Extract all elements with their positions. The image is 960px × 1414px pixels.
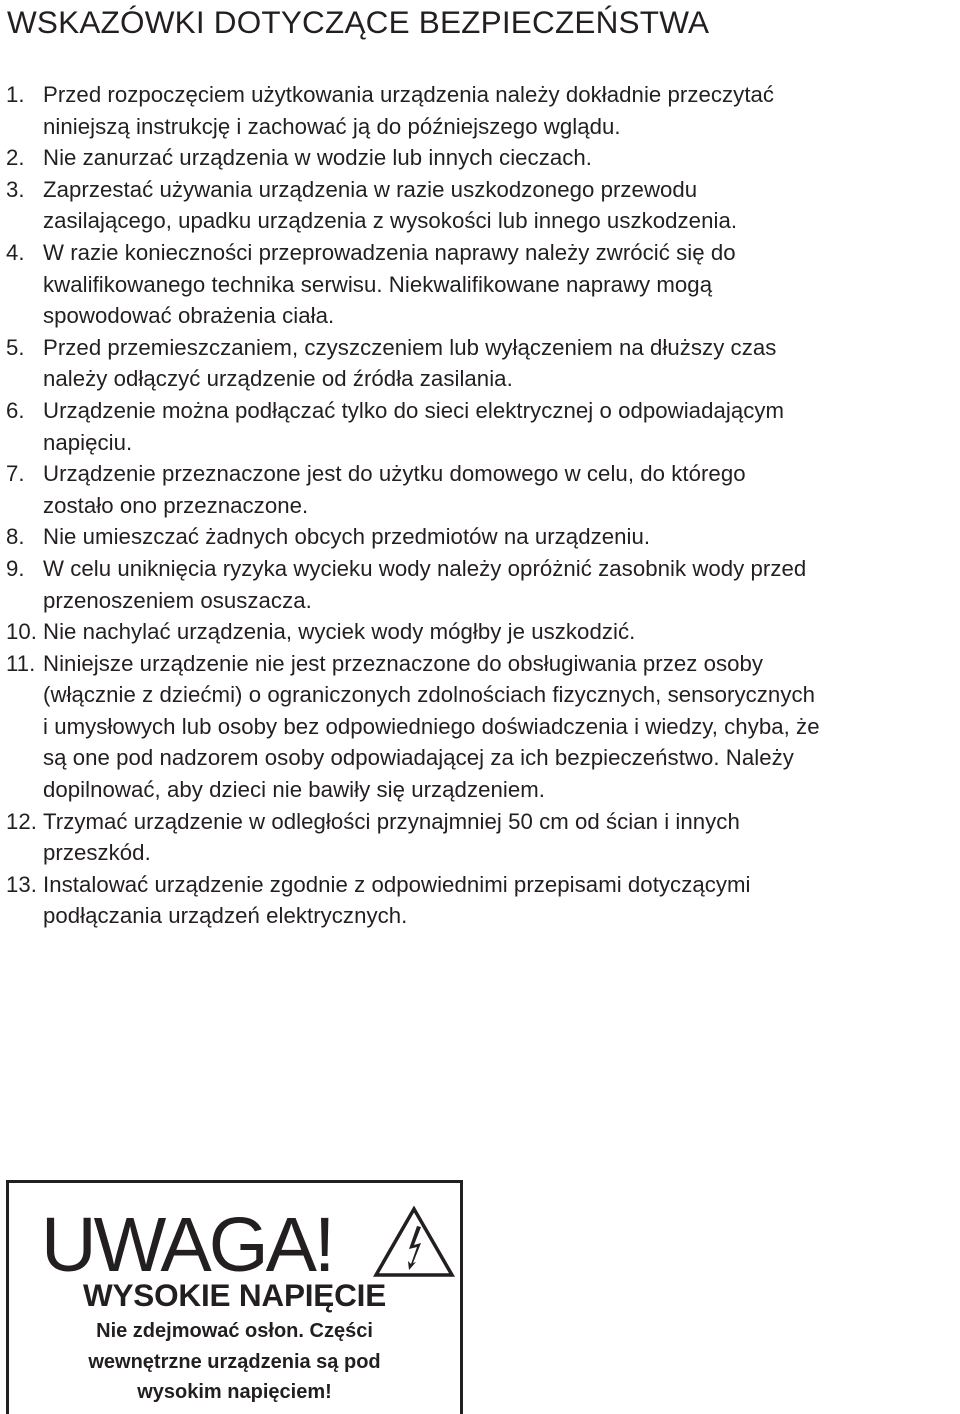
item-number: 6. xyxy=(6,397,25,423)
list-item xyxy=(0,553,960,616)
item-text-line: spowodować obrażenia ciała. xyxy=(43,303,335,329)
item-text xyxy=(43,806,958,869)
list-item xyxy=(0,395,960,458)
item-text xyxy=(43,79,958,142)
high-voltage-icon xyxy=(373,1206,455,1278)
item-text-line: W razie konieczności przeprowadzenia naprawy należy zwrócić się do xyxy=(43,239,736,265)
item-text-line: należy odłączyć urządzenie od źródła zasilania. xyxy=(43,366,513,392)
item-text-line: przeszkód. xyxy=(43,840,151,866)
item-text-line: Instalować urządzenie zgodnie z odpowiednimi przepisami dotyczącymi xyxy=(43,871,751,897)
item-number: 13. xyxy=(6,871,37,897)
item-text-line: i umysłowych lub osoby bez odpowiedniego doświadczenia i wiedzy, chyba, że xyxy=(43,713,820,739)
page-title: WSKAZÓWKI DOTYCZĄCE BEZPIECZEŃSTWA xyxy=(7,4,710,40)
item-text-line: dopilnować, aby dzieci nie bawiły się urządzeniem. xyxy=(43,777,545,803)
item-number: 12. xyxy=(6,808,37,834)
item-number: 10. xyxy=(6,619,37,645)
item-text xyxy=(43,553,958,616)
list-item xyxy=(0,458,960,521)
warning-text-line: Nie zdejmować osłon. Części xyxy=(96,1320,373,1342)
list-item xyxy=(0,332,960,395)
item-text-line: Urządzenie przeznaczone jest do użytku domowego w celu, do którego xyxy=(43,461,746,487)
item-number: 7. xyxy=(6,461,25,487)
safety-instructions-list xyxy=(0,79,960,932)
item-number: 3. xyxy=(6,176,25,202)
item-number: 11. xyxy=(6,650,36,676)
item-text-line: napięciu. xyxy=(43,429,133,455)
item-text xyxy=(43,616,958,648)
warning-text-line: wewnętrzne urządzenia są pod xyxy=(88,1350,381,1373)
item-text xyxy=(43,332,958,395)
item-number: 2. xyxy=(6,145,25,171)
item-text xyxy=(43,142,958,174)
list-item xyxy=(0,79,960,142)
item-text xyxy=(43,869,958,932)
item-text-line: W celu uniknięcia ryzyka wycieku wody należy opróżnić zasobnik wody przed xyxy=(43,555,807,581)
item-text xyxy=(43,174,958,237)
item-text xyxy=(43,458,958,521)
item-text xyxy=(43,521,958,553)
item-text xyxy=(43,237,958,332)
item-text-line: Urządzenie można podłączać tylko do sieci elektrycznej o odpowiadającym xyxy=(43,397,785,423)
list-item xyxy=(0,648,960,806)
item-text-line: Trzymać urządzenie w odległości przynajmniej 50 cm od ścian i innych xyxy=(43,808,740,834)
item-text-line: podłączania urządzeń elektrycznych. xyxy=(43,903,408,929)
list-item xyxy=(0,174,960,237)
item-number: 8. xyxy=(6,524,25,550)
list-item xyxy=(0,237,960,332)
item-text-line: są one pod nadzorem osoby odpowiadającej za ich bezpieczeństwo. Należy xyxy=(43,745,794,771)
warning-text xyxy=(9,1316,460,1408)
high-voltage-warning-box xyxy=(6,1180,463,1414)
item-text-line: Nie nachylać urządzenia, wyciek wody mógłby je uszkodzić. xyxy=(43,619,636,645)
list-item xyxy=(0,521,960,553)
item-text-line: Przed rozpoczęciem użytkowania urządzenia należy dokładnie przeczytać xyxy=(43,82,775,107)
item-text-line: Przed przemieszczaniem, czyszczeniem lub wyłączeniem na dłuższy czas xyxy=(43,334,777,360)
item-text-line: kwalifikowanego technika serwisu. Niekwalifikowane naprawy mogą xyxy=(43,271,713,297)
warning-text-line: wysokim napięciem! xyxy=(137,1381,332,1403)
item-text-line: przenoszeniem osuszacza. xyxy=(43,587,312,613)
item-text-line: zasilającego, upadku urządzenia z wysokości lub innego uszkodzenia. xyxy=(43,208,738,234)
item-text xyxy=(43,395,958,458)
warning-heading: UWAGA! xyxy=(41,1202,333,1288)
item-text-line: Zaprzestać używania urządzenia w razie uszkodzonego przewodu xyxy=(43,176,698,202)
item-number: 4. xyxy=(6,239,25,265)
list-item xyxy=(0,616,960,648)
list-item xyxy=(0,869,960,932)
item-text-line: Nie zanurzać urządzenia w wodzie lub innych cieczach. xyxy=(43,145,592,171)
item-text-line: Nie umieszczać żadnych obcych przedmiotów na urządzeniu. xyxy=(43,524,651,550)
list-item xyxy=(0,142,960,174)
item-number: 5. xyxy=(6,334,25,360)
item-text-line: (włącznie z dziećmi) o ograniczonych zdolnościach fizycznych, sensorycznych xyxy=(43,682,815,708)
item-number: 1. xyxy=(6,82,25,107)
item-number: 9. xyxy=(6,555,25,581)
warning-subheading: WYSOKIE NAPIĘCIE xyxy=(82,1277,387,1313)
list-item xyxy=(0,806,960,869)
item-text-line: Niniejsze urządzenie nie jest przeznaczone do obsługiwania przez osoby xyxy=(43,650,764,676)
item-text-line: zostało ono przeznaczone. xyxy=(43,492,309,518)
item-text-line: niniejszą instrukcję i zachować ją do późniejszego wglądu. xyxy=(43,113,621,139)
item-text xyxy=(43,648,958,806)
